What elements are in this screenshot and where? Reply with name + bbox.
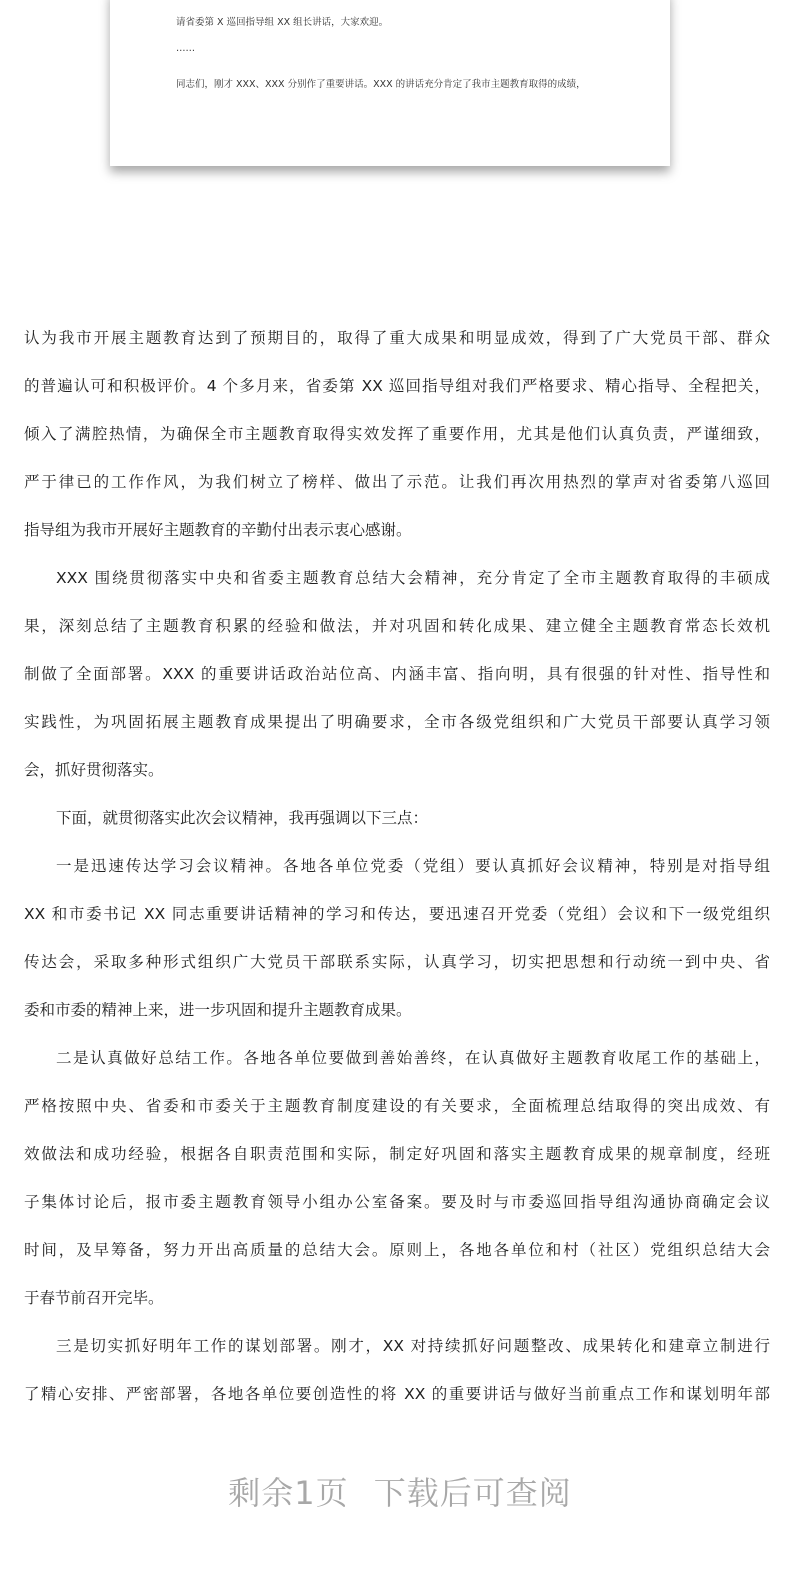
- paragraph-line: 认为我市开展主题教育达到了预期目的，取得了重大成果和明显成效，得到了广大党员干部、群众: [24, 329, 770, 347]
- card-line: 请省委第 X 巡回指导组 XX 组长讲话，大家欢迎。: [176, 17, 389, 28]
- paragraph: [24, 1042, 770, 1330]
- paragraph-line: 指导组为我市开展好主题教育的辛勤付出表示衷心感谢。: [24, 521, 412, 539]
- paragraph-line: 效做法和成功经验，根据各自职责范围和实际，制定好巩固和落实主题教育成果的规章制度，经班: [24, 1145, 770, 1163]
- paragraph-line: 制做了全面部署。XXX 的重要讲话政治站位高、内涵丰富、指向明，具有很强的针对性、指导性和: [24, 665, 770, 683]
- paragraph-line: 子集体讨论后，报市委主题教育领导小组办公室备案。要及时与市委巡回指导组沟通协商确定会议: [24, 1193, 770, 1211]
- paragraph-line: 倾入了满腔热情，为确保全市主题教育取得实效发挥了重要作用，尤其是他们认真负责，严谨细致，: [24, 425, 770, 443]
- paragraph: [24, 562, 770, 802]
- paragraph-line: 实践性，为巩固拓展主题教育成果提出了明确要求，全市各级党组织和广大党员干部要认真学习领: [24, 713, 770, 731]
- paragraph-line: 会，抓好贯彻落实。: [24, 761, 164, 779]
- document-body: [24, 322, 770, 1426]
- paragraph: [24, 802, 770, 850]
- card-line: ……: [176, 43, 195, 54]
- paragraph: [24, 1330, 770, 1426]
- paragraph-line: 二是认真做好总结工作。各地各单位要做到善始善终，在认真做好主题教育收尾工作的基础上，: [56, 1049, 770, 1067]
- paragraph-line: 下面，就贯彻落实此次会议精神，我再强调以下三点：: [56, 809, 429, 827]
- paragraph-line: 委和市委的精神上来，进一步巩固和提升主题教育成果。: [24, 1001, 412, 1019]
- paragraph-line: 严格按照中央、省委和市委关于主题教育制度建设的有关要求，全面梳理总结取得的突出成效、有: [24, 1097, 770, 1115]
- paragraph-line: 于春节前召开完毕。: [24, 1289, 164, 1307]
- paragraph-line: XXX 围绕贯彻落实中央和省委主题教育总结大会精神，充分肯定了全市主题教育取得的丰硕成: [56, 569, 770, 587]
- paragraph-line: 严于律已的工作作风，为我们树立了榜样、做出了示范。让我们再次用热烈的掌声对省委第八巡回: [24, 473, 770, 491]
- paragraph-line: 时间，及早筹备，努力开出高质量的总结大会。原则上，各地各单位和村（社区）党组织总结大会: [24, 1241, 770, 1259]
- paragraph-line: 传达会，采取多种形式组织广大党员干部联系实际，认真学习，切实把思想和行动统一到中央、省: [24, 953, 770, 971]
- download-to-read-more[interactable]: 剩余1页 下载后可查阅: [228, 1474, 572, 1512]
- paragraph-line: 果，深刻总结了主题教育积累的经验和做法，并对巩固和转化成果、建立健全主题教育常态长效机: [24, 617, 770, 635]
- paragraph: [24, 322, 770, 562]
- paragraph-line: 了精心安排、严密部署，各地各单位要创造性的将 XX 的重要讲话与做好当前重点工作和谋划明年部: [24, 1385, 770, 1403]
- card-line: 同志们，刚才 XXX、XXX 分别作了重要讲话。XXX 的讲话充分肯定了我市主题教育取得的成绩，: [176, 79, 586, 90]
- paragraph-line: 一是迅速传达学习会议精神。各地各单位党委（党组）要认真抓好会议精神，特别是对指导组: [56, 857, 770, 875]
- paragraph-line: XX 和市委书记 XX 同志重要讲话精神的学习和传达，要迅速召开党委（党组）会议和下一级党组织: [24, 905, 770, 923]
- preview-card: [110, 0, 670, 166]
- paragraph: [24, 850, 770, 1042]
- paragraph-line: 三是切实抓好明年工作的谋划部署。刚才，XX 对持续抓好问题整改、成果转化和建章立制进行: [56, 1337, 770, 1355]
- paragraph-line: 的普遍认可和积极评价。4 个多月来，省委第 XX 巡回指导组对我们严格要求、精心指导、全程把关，: [24, 377, 770, 395]
